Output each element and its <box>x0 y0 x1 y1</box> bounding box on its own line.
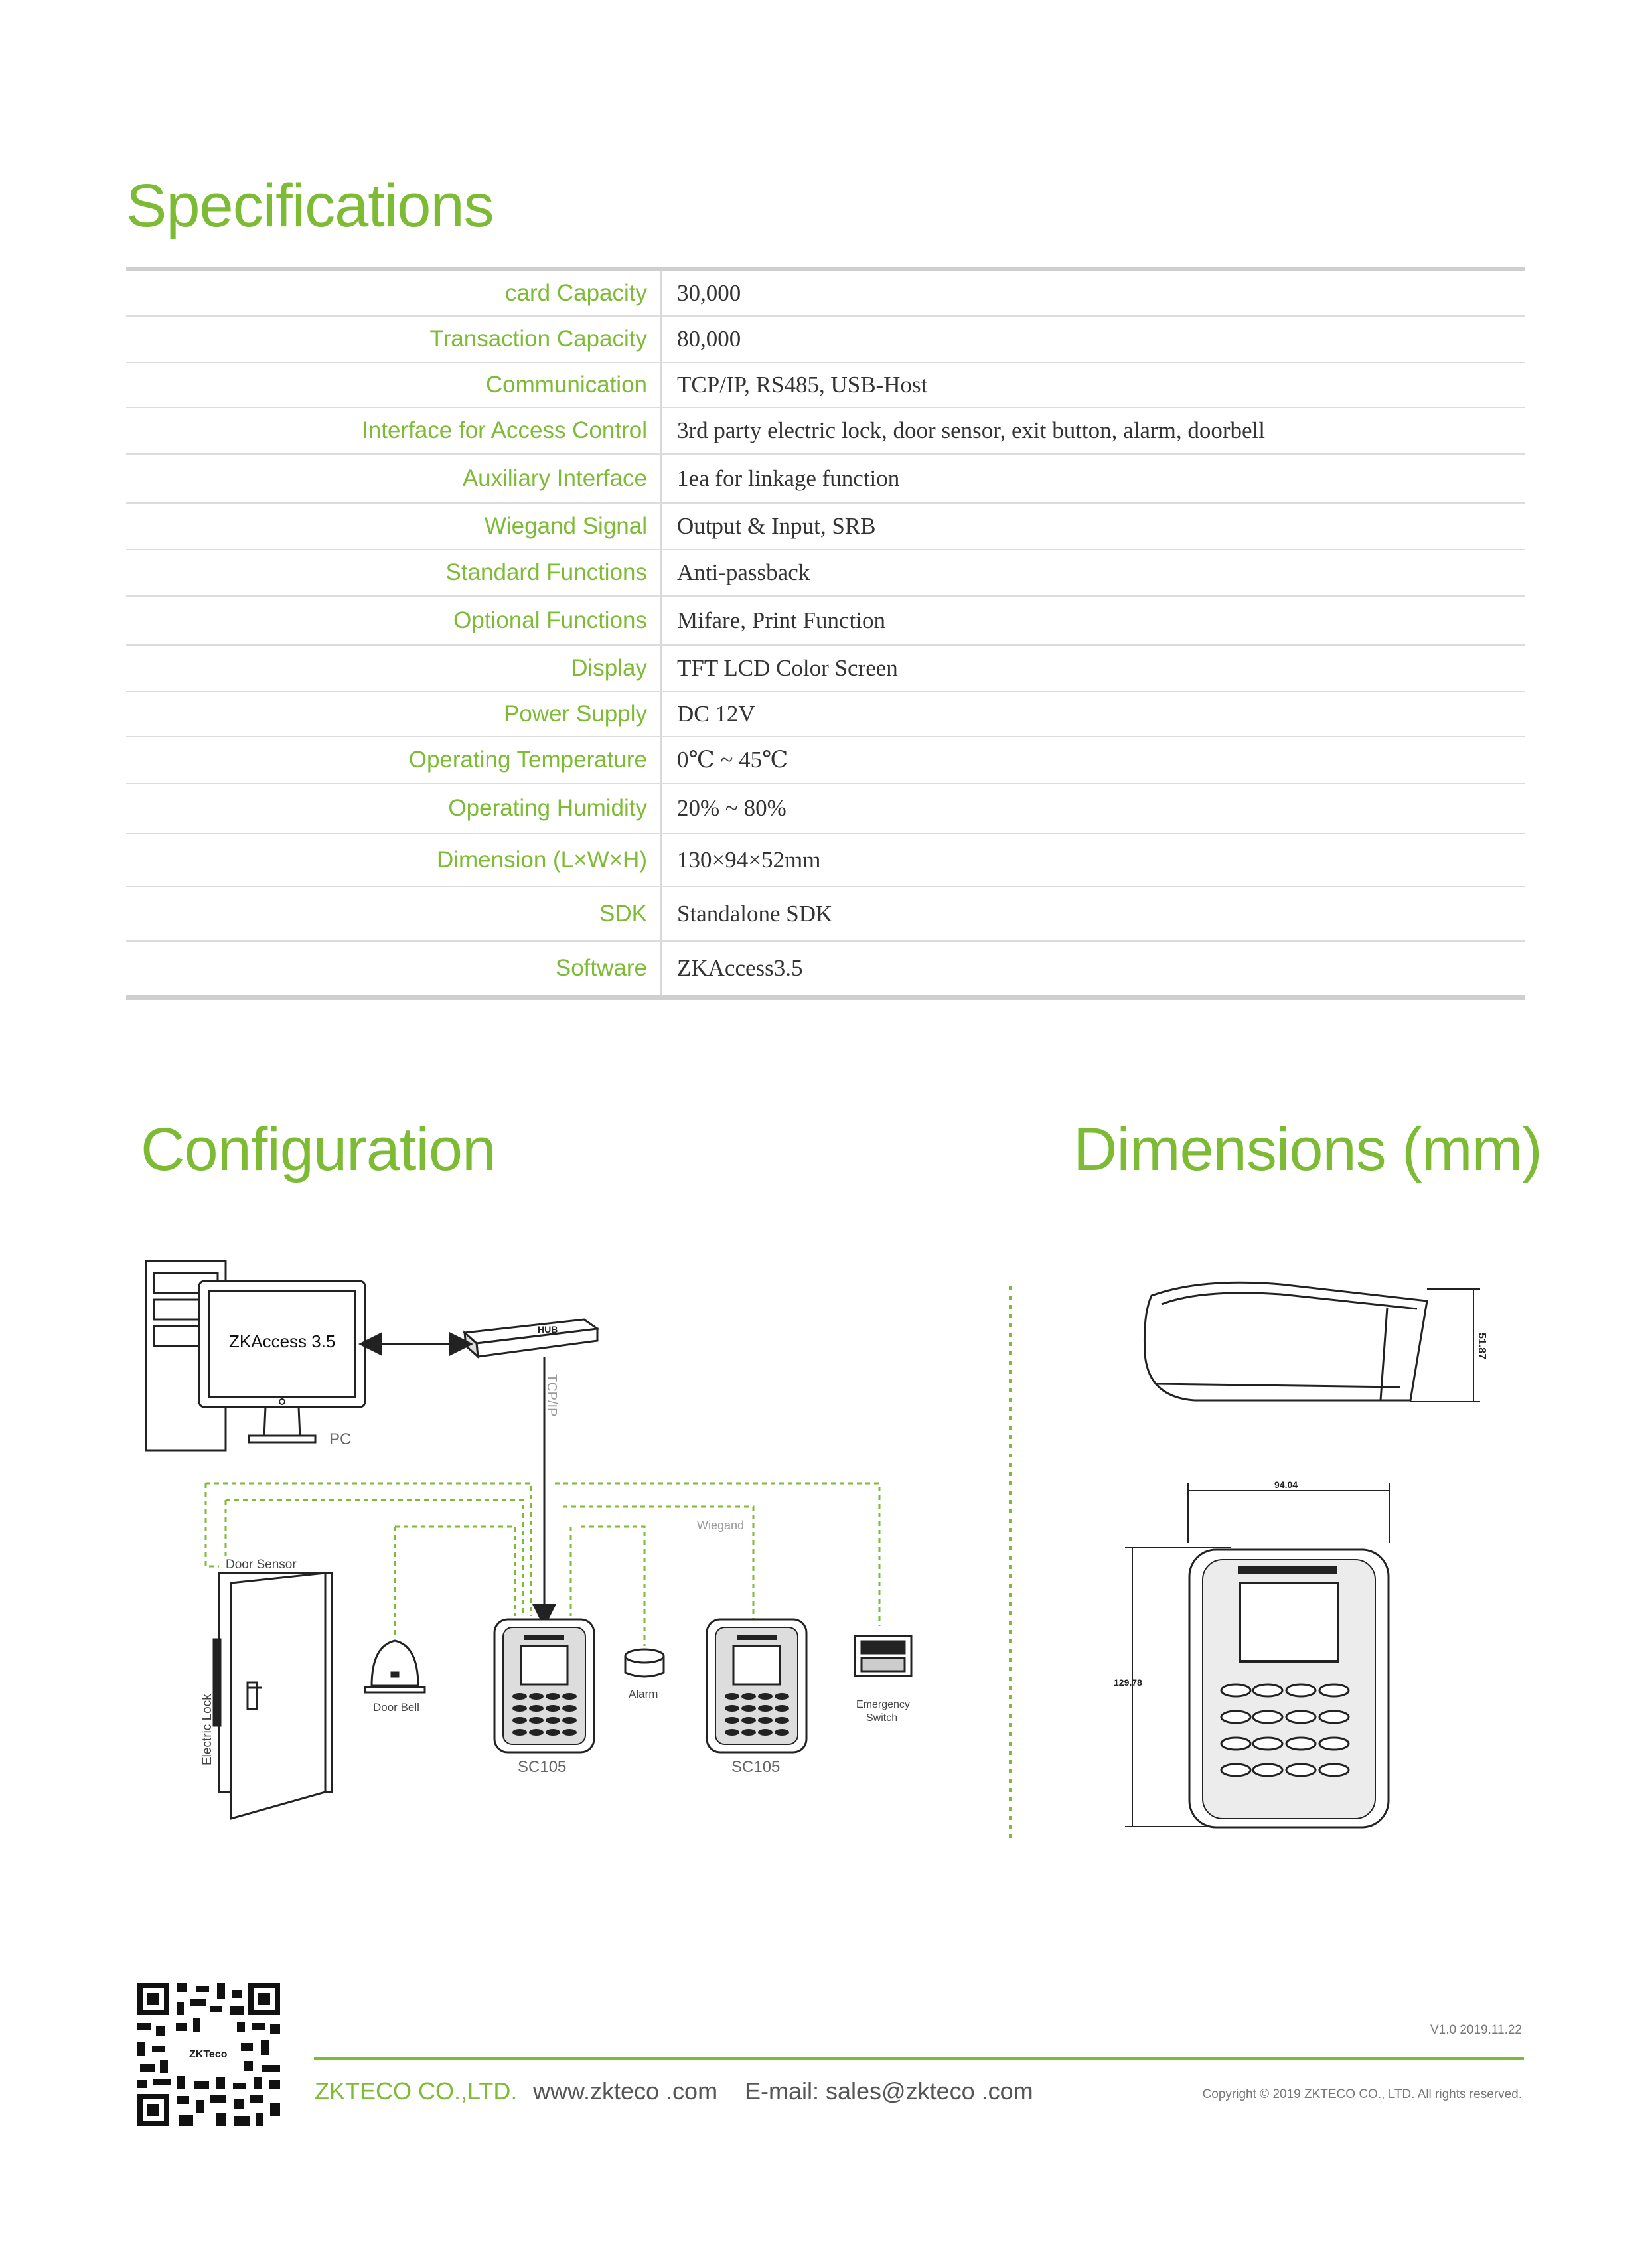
sc105-label-1: SC105 <box>518 1758 567 1776</box>
table-top-rule <box>126 267 1525 271</box>
spec-row-sdk <box>126 887 1525 942</box>
emergency-switch-icon <box>855 1636 911 1676</box>
spec-value: 20% ~ 80% <box>677 795 787 821</box>
monitor-text: ZKAccess 3.5 <box>229 1331 336 1351</box>
spec-row-optional-functions <box>126 597 1525 646</box>
spec-row-software <box>126 942 1525 995</box>
configuration-diagram <box>133 1248 916 1858</box>
spec-row-operating-humidity <box>126 784 1525 834</box>
spec-label: Operating Temperature <box>126 737 662 783</box>
copyright-text: Copyright © 2019 ZKTECO CO., LTD. All rights reserved. <box>1202 2087 1522 2101</box>
spec-value: ZKAccess3.5 <box>677 955 803 981</box>
width-value: 94.04 <box>1274 1479 1298 1490</box>
door-icon <box>214 1573 332 1819</box>
spec-label: Standard Functions <box>126 550 662 595</box>
dimensions-diagram <box>1002 1248 1527 1858</box>
spec-label: SDK <box>126 887 662 940</box>
emergency-label-2: Switch <box>866 1712 898 1724</box>
spec-row-interface-access-control <box>126 408 1525 455</box>
sc105-label-2: SC105 <box>731 1758 781 1776</box>
height-value: 51.87 <box>1476 1333 1487 1360</box>
dimensions-title: Dimensions (mm) <box>1073 1116 1542 1183</box>
spec-label: Display <box>126 646 662 691</box>
spec-value: Standalone SDK <box>677 901 833 927</box>
company-name: ZKTECO CO.,LTD. <box>315 2077 518 2105</box>
spec-label: Communication <box>126 363 662 407</box>
configuration-title: Configuration <box>141 1116 496 1183</box>
spec-value: 3rd party electric lock, door sensor, exit button, alarm, doorbell <box>677 417 1265 443</box>
spec-value: DC 12V <box>677 701 755 727</box>
tcpip-label: TCP/IP <box>544 1374 559 1417</box>
spec-row-power-supply <box>126 692 1525 737</box>
spec-row-transaction-capacity <box>126 317 1525 363</box>
spec-value: 30,000 <box>677 280 741 306</box>
door-bell-icon <box>365 1641 425 1692</box>
device-side-view <box>1144 1282 1427 1400</box>
alarm-icon <box>625 1649 664 1677</box>
spec-label: Optional Functions <box>126 597 662 644</box>
table-bottom-rule <box>126 995 1525 1000</box>
door-bell-label: Door Bell <box>373 1701 419 1714</box>
footer-rule <box>314 2057 1524 2060</box>
spec-row-dimension <box>126 834 1525 887</box>
spec-row-communication <box>126 363 1525 408</box>
spec-label: Auxiliary Interface <box>126 455 662 502</box>
spec-value: TFT LCD Color Screen <box>677 655 898 681</box>
spec-value: TCP/IP, RS485, USB-Host <box>677 372 928 398</box>
sc105-device-2 <box>707 1619 806 1752</box>
qr-code <box>137 1983 280 2126</box>
spec-row-card-capacity <box>126 271 1525 317</box>
spec-row-operating-temperature <box>126 737 1525 784</box>
hub-label: HUB <box>538 1324 558 1335</box>
spec-label: card Capacity <box>126 271 662 315</box>
spec-value: 130×94×52mm <box>677 847 821 873</box>
spec-label: Dimension (L×W×H) <box>126 834 662 886</box>
sc105-device-1 <box>494 1619 594 1752</box>
width-dimension <box>1188 1483 1389 1543</box>
spec-label: Operating Humidity <box>126 784 662 833</box>
spec-value: 80,000 <box>677 326 741 352</box>
spec-label: Power Supply <box>126 692 662 736</box>
qr-logo-text: ZKTeco <box>189 2049 228 2060</box>
spec-label: Wiegand Signal <box>126 504 662 549</box>
spec-row-display <box>126 646 1525 692</box>
length-value: 129.78 <box>1114 1677 1142 1688</box>
spec-label: Transaction Capacity <box>126 317 662 362</box>
pc-label: PC <box>329 1430 352 1448</box>
spec-value: Output & Input, SRB <box>677 513 876 539</box>
spec-rows <box>126 271 1525 995</box>
alarm-label: Alarm <box>629 1688 658 1700</box>
version-text: V1.0 2019.11.22 <box>1430 2023 1522 2037</box>
spec-value: Mifare, Print Function <box>677 607 885 633</box>
website-link[interactable]: www.zkteco .com <box>533 2077 718 2105</box>
spec-label: Software <box>126 942 662 995</box>
specifications-title: Specifications <box>126 172 494 240</box>
spec-label: Interface for Access Control <box>126 408 662 453</box>
electric-lock-label: Electric Lock <box>200 1694 214 1765</box>
spec-row-wiegand-signal <box>126 504 1525 550</box>
email-link[interactable]: E-mail: sales@zkteco .com <box>745 2077 1033 2105</box>
spec-value: 1ea for linkage function <box>677 465 900 491</box>
spec-row-auxiliary-interface <box>126 455 1525 504</box>
door-sensor-label: Door Sensor <box>226 1558 297 1572</box>
spec-value: 0℃ ~ 45℃ <box>677 747 788 773</box>
hub-icon <box>465 1319 597 1357</box>
spec-row-standard-functions <box>126 550 1525 597</box>
spec-value: Anti-passback <box>677 560 810 585</box>
emergency-label-1: Emergency <box>856 1699 910 1710</box>
specifications-table <box>126 267 1525 1000</box>
wiegand-label: Wiegand <box>697 1519 745 1532</box>
